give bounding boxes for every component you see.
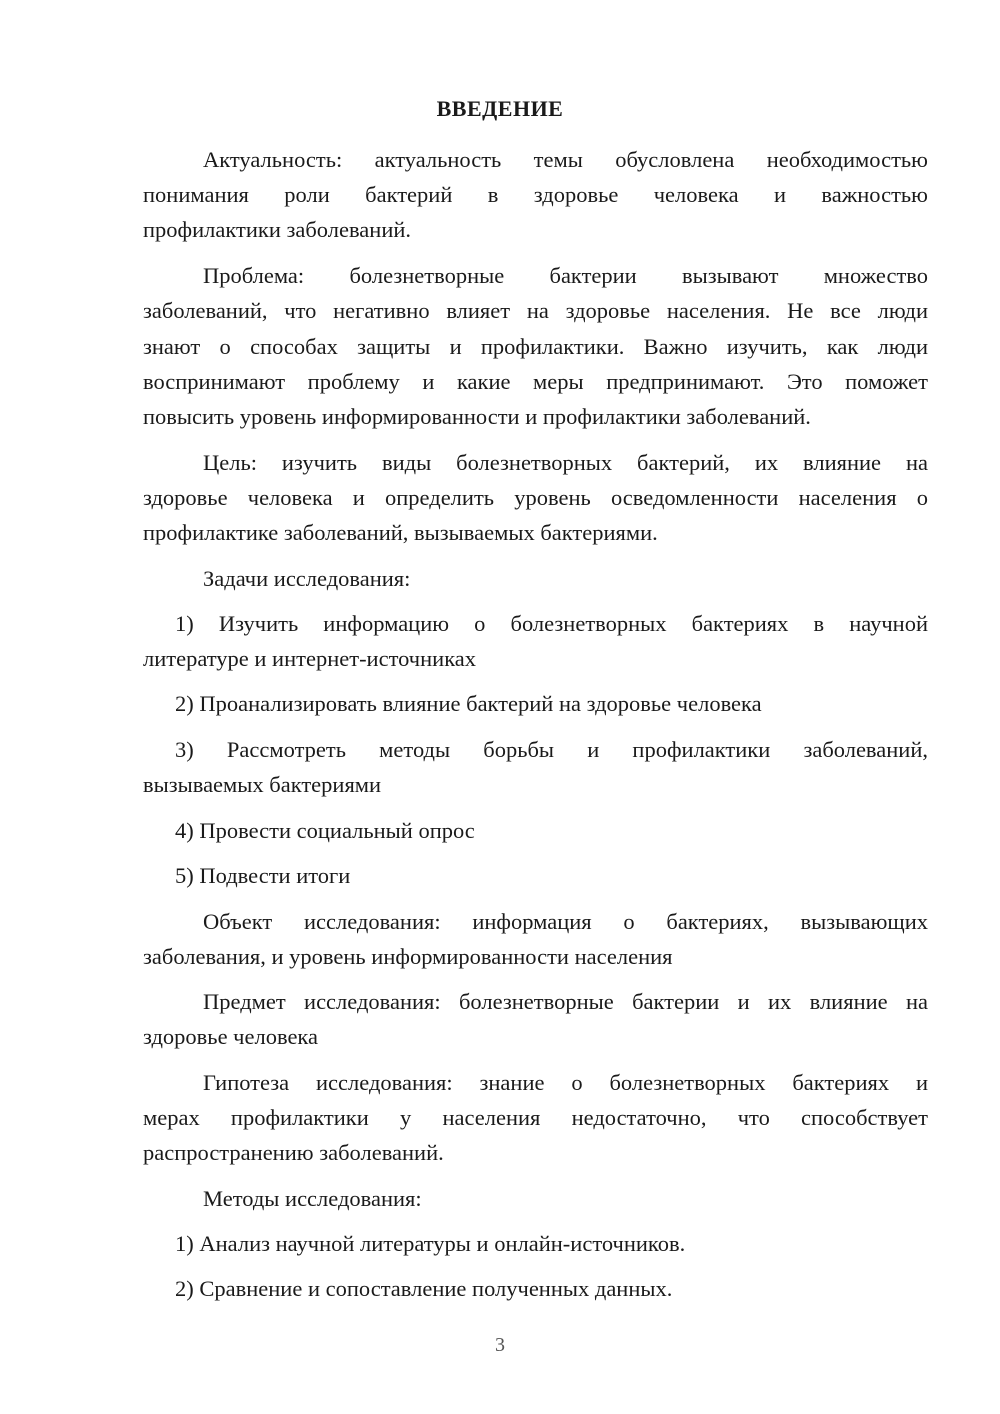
paragraph-line: Актуальность: актуальность темы обусловлена необходимостью: [203, 147, 928, 172]
section-title: ВВЕДЕНИЕ: [436, 96, 564, 121]
paragraph-line: Цель: изучить виды болезнетворных бактерий, их влияние на: [203, 450, 928, 475]
paragraph-line: заболеваний, что негативно влияет на здоровье населения. Не все люди: [143, 298, 928, 323]
paragraph-line: Задачи исследования:: [203, 566, 411, 591]
paragraph-line: знают о способах защиты и профилактики. Важно изучить, как люди: [143, 334, 928, 359]
paragraph-line: распространению заболеваний.: [143, 1140, 444, 1165]
list-item-line: 4) Провести социальный опрос: [175, 818, 475, 843]
paragraph-line: повысить уровень информированности и профилактики заболеваний.: [143, 404, 811, 429]
list-item-line: вызываемых бактериями: [143, 772, 382, 797]
list-item-line: 1) Анализ научной литературы и онлайн-источников.: [175, 1231, 686, 1256]
list-item-line: 1) Изучить информацию о болезнетворных бактериях в научной: [175, 611, 928, 636]
paragraph-line: мерах профилактики у населения недостаточно, что способствует: [143, 1105, 928, 1130]
paragraph-line: профилактики заболеваний.: [143, 217, 412, 242]
paragraph-line: Методы исследования:: [203, 1186, 422, 1211]
paragraph-line: Предмет исследования: болезнетворные бактерии и их влияние на: [203, 989, 928, 1014]
paragraph-line: заболевания, и уровень информированности населения: [143, 944, 673, 969]
page-number: 3: [495, 1334, 505, 1356]
paragraph-line: Объект исследования: информация о бактериях, вызывающих: [203, 909, 928, 934]
list-item-line: 5) Подвести итоги: [175, 863, 351, 888]
list-item-line: 2) Сравнение и сопоставление полученных данных.: [175, 1276, 673, 1301]
paragraph-line: профилактике заболеваний, вызываемых бактериями.: [143, 520, 658, 545]
paragraph-line: Гипотеза исследования: знание о болезнетворных бактериях и: [203, 1070, 928, 1095]
list-item-line: 2) Проанализировать влияние бактерий на здоровье человека: [175, 691, 762, 716]
paragraph-line: здоровье человека и определить уровень осведомленности населения о: [143, 485, 928, 510]
list-item-line: 3) Рассмотреть методы борьбы и профилактики заболеваний,: [175, 737, 928, 762]
paragraph-line: здоровье человека: [143, 1024, 319, 1049]
paragraph-line: Проблема: болезнетворные бактерии вызывают множество: [203, 263, 928, 288]
paragraph-line: воспринимают проблему и какие меры предпринимают. Это поможет: [143, 369, 928, 394]
list-item-line: литературе и интернет-источниках: [143, 646, 477, 671]
paragraph-line: понимания роли бактерий в здоровье человека и важностью: [143, 182, 928, 207]
